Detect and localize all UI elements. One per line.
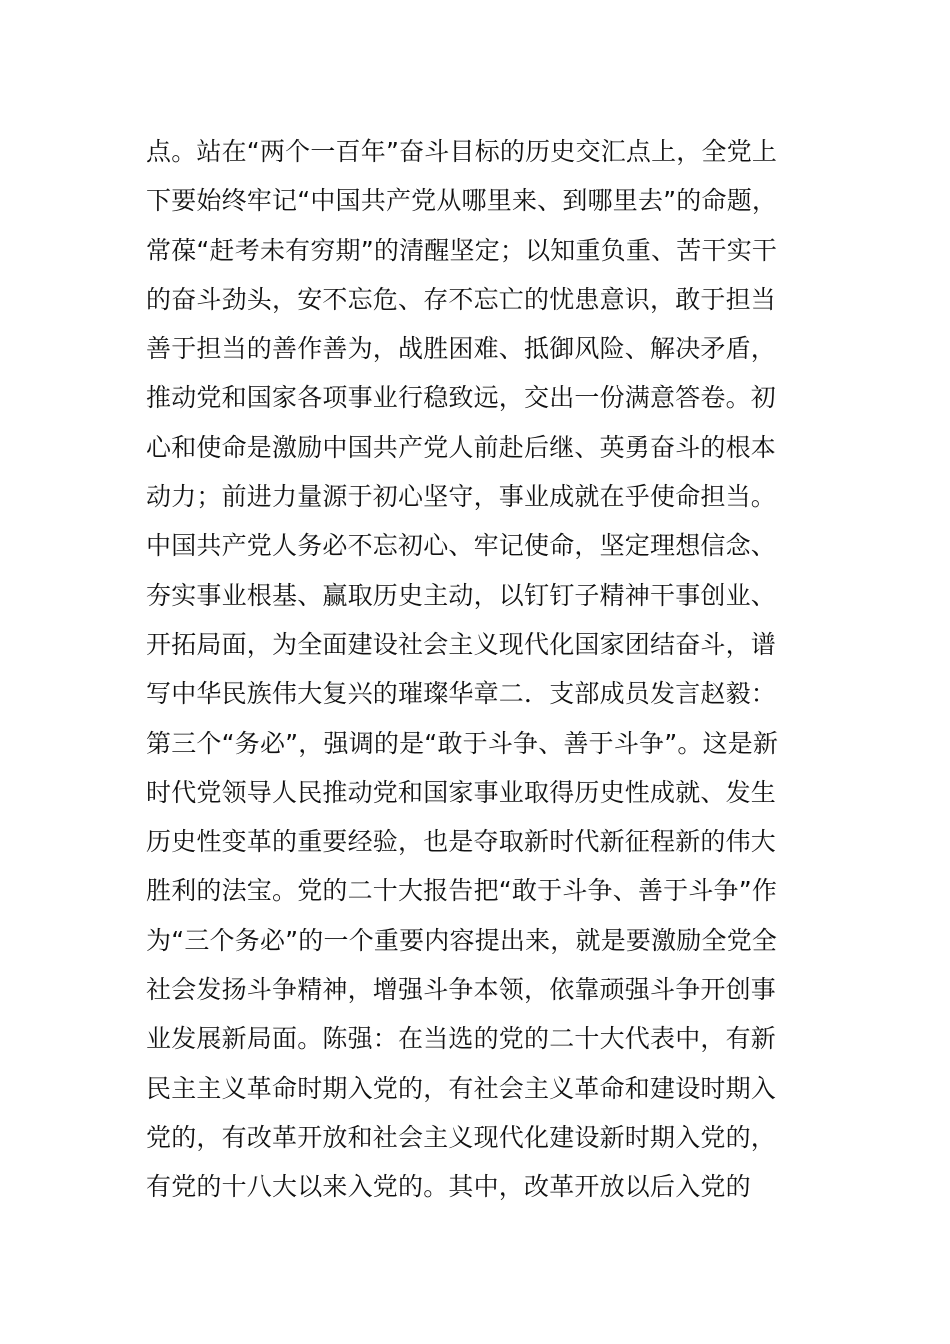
text-line: 常葆“赶考未有穷期”的清醒坚定；以知重负重、苦干实干 [146, 235, 778, 265]
text-line: 中国共产党人务必不忘初心、牢记使命，坚定理想信念、 [146, 531, 777, 561]
text-line: 推动党和国家各项事业行稳致远，交出一份满意答卷。初 [146, 383, 777, 413]
text-line: 下要始终牢记“中国共产党从哪里来、到哪里去”的命题， [146, 186, 778, 216]
text-line: 夯实事业根基、赢取历史主动，以钉钉子精神干事创业、 [146, 580, 777, 610]
text-line: 第三个“务必”，强调的是“敢于斗争、善于斗争”。这是新 [146, 728, 779, 758]
text-line: 民主主义革命时期入党的，有社会主义革命和建设时期入 [146, 1073, 777, 1103]
text-line: 时代党领导人民推动党和国家事业取得历史性成就、发生 [146, 777, 777, 807]
text-line: 业发展新局面。陈强：在当选的党的二十大代表中，有新 [146, 1024, 777, 1054]
text-line: 社会发扬斗争精神，增强斗争本领，依靠顽强斗争开创事 [146, 975, 777, 1005]
text-line: 党的，有改革开放和社会主义现代化建设新时期入党的， [146, 1122, 777, 1152]
body-text [146, 127, 816, 1212]
text-line: 点。站在“两个一百年”奋斗目标的历史交汇点上，全党上 [146, 137, 778, 166]
text-line: 胜利的法宝。党的二十大报告把“敢于斗争、善于斗争”作 [146, 876, 778, 906]
text-line: 历史性变革的重要经验，也是夺取新时代新征程新的伟大 [146, 827, 777, 857]
text-line: 为“三个务必”的一个重要内容提出来，就是要激励全党全 [146, 925, 778, 955]
text-line: 动力；前进力量源于初心坚守，事业成就在乎使命担当。 [146, 482, 777, 512]
text-line: 善于担当的善作善为，战胜困难、抵御风险、解决矛盾， [146, 334, 777, 364]
text-line: 写中华民族伟大复兴的璀璨华章二．支部成员发言赵毅： [146, 679, 777, 709]
text-line: 开拓局面，为全面建设社会主义现代化国家团结奋斗，谱 [146, 629, 777, 659]
text-line: 心和使命是激励中国共产党人前赴后继、英勇奋斗的根本 [146, 432, 777, 462]
text-line: 有党的十八大以来入党的。其中，改革开放以后入党的 [146, 1172, 751, 1202]
text-line: 的奋斗劲头，安不忘危、存不忘亡的忧患意识，敢于担当 [146, 284, 777, 314]
